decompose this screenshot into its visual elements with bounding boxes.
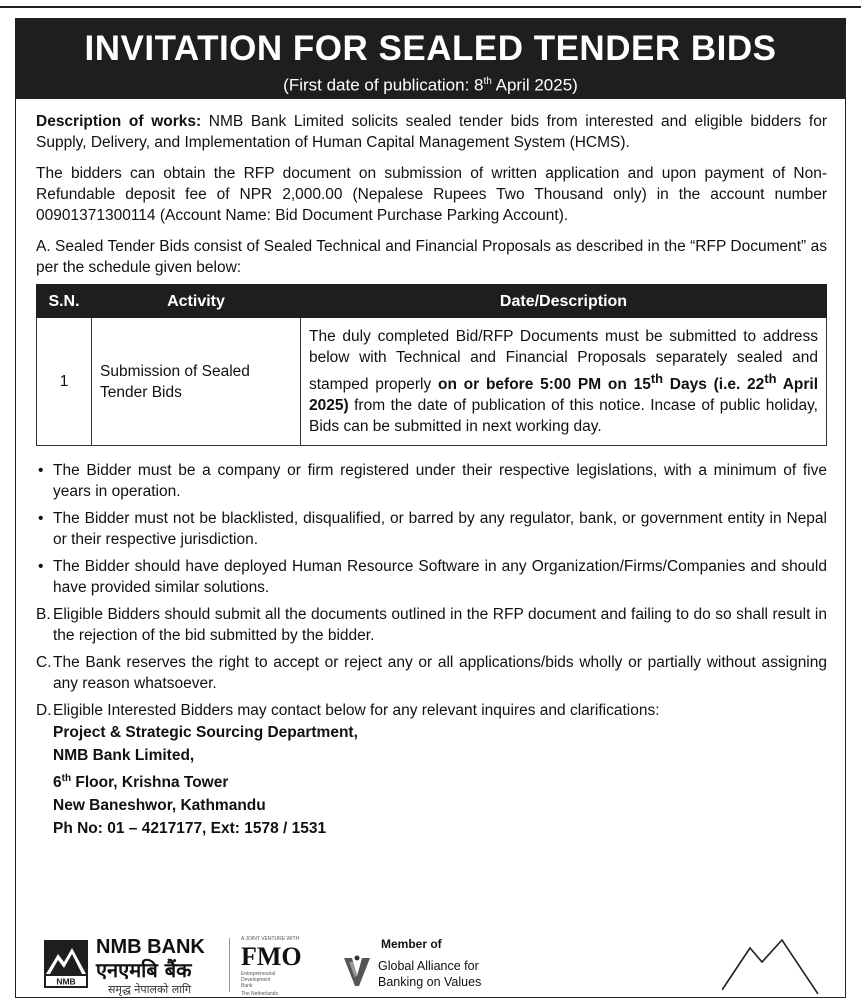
section-d-text: Eligible Interested Bidders may contact below for any relevant inquires and clarifications:: [53, 702, 660, 719]
deadline-part-3: April 2025): [309, 376, 818, 415]
top-rule: [0, 6, 861, 8]
section-d: [36, 700, 827, 721]
notice-body: [36, 111, 827, 840]
desc-part-2: from the date of publication of this notice. Incase of public holiday, Bids can be submitted in next working day.: [309, 397, 818, 436]
gabv-line-2: Banking on Values: [378, 975, 482, 989]
fmo-sub-3: Bank: [241, 983, 253, 989]
mountain-outline-icon: [722, 934, 832, 994]
notice-header: [16, 19, 845, 99]
table-row: [37, 318, 827, 446]
section-b-text: Eligible Bidders should submit all the documents outlined in the RFP document and failing to do so shall result in the rejection of the bid submitted by the bidder.: [53, 606, 827, 644]
publication-date: [16, 71, 845, 97]
floor-rest: Floor, Krishna Tower: [71, 774, 229, 792]
nmb-mountain-logo-icon: [44, 940, 88, 988]
address-line-floor: [53, 767, 827, 794]
member-title: Member of: [381, 937, 442, 951]
gabv-v-logo-icon: [342, 954, 372, 990]
publication-date-suffix: April 2025): [491, 75, 578, 95]
fmo-sub-2: Development: [241, 977, 271, 983]
row-sn: 1: [37, 318, 92, 446]
section-c: [36, 652, 827, 694]
section-d-letter: D.: [36, 702, 52, 719]
list-item: • The Bidder must be a company or firm registered under their respective legislations, with a minimum of five years in operation.: [36, 460, 827, 502]
contact-address: [36, 721, 827, 840]
section-b: [36, 604, 827, 646]
list-item: • The Bidder must not be blacklisted, disqualified, or barred by any regulator, bank, or government entity in Nepal or their respective jurisdiction.: [36, 508, 827, 550]
section-c-text: The Bank reserves the right to accept or reject any or all applications/bids wholly or partially without assigning any reason whatsoever.: [53, 654, 827, 692]
address-line-city: New Baneshwor, Kathmandu: [53, 797, 266, 815]
rfp-paragraph: The bidders can obtain the RFP document on submission of written application and upon payment of Non-Refundable deposit fee of NPR 2,000.00 (Nepalese Rupees Two Thousand only) in the account number 00901371300114 (Account Name: Bid Document Purchase Parking Account).: [36, 165, 827, 224]
section-c-letter: C.: [36, 654, 52, 671]
section-a: A. Sealed Tender Bids consist of Sealed Technical and Financial Proposals as described in the “RFP Document” as per the schedule given below:: [36, 238, 827, 276]
address-line-bank: NMB Bank Limited,: [53, 747, 195, 764]
gabv-line-1: Global Alliance for: [378, 959, 479, 973]
section-b-letter: B.: [36, 606, 51, 623]
deadline-sup-1: th: [650, 370, 664, 386]
row-activity: Submission of Sealed Tender Bids: [92, 318, 301, 446]
header-sn: S.N.: [37, 285, 92, 318]
fmo-logo: [241, 936, 313, 997]
deadline-part-1: on or before 5:00 PM on 15: [437, 376, 651, 394]
phone-number: Ph No: 01 – 4217177, Ext: 1578 / 1531: [53, 820, 327, 838]
address-line-department: Project & Strategic Sourcing Department,: [53, 724, 358, 741]
header-date-description: Date/Description: [301, 285, 827, 318]
nmb-name: NMB BANK: [96, 936, 205, 958]
nmb-badge-text: NMB: [56, 976, 76, 987]
description-paragraph: [36, 111, 827, 153]
fmo-name: FMO: [241, 942, 302, 971]
floor-sup: th: [61, 773, 72, 784]
nmb-devanagari-name: एनएमबि बैंक: [96, 958, 192, 982]
footer-divider: [229, 938, 230, 992]
nmb-brand: [96, 936, 205, 998]
gabv-membership: [336, 936, 536, 989]
fmo-joint-venture: A JOINT VENTURE WITH: [241, 936, 300, 942]
publication-date-prefix: (First date of publication: 8: [283, 75, 484, 95]
header-activity: Activity: [92, 285, 301, 318]
tender-notice: [15, 18, 846, 998]
desc-part-1: The duly completed Bid/RFP Documents must be submitted to address below with Technical and Financial Proposals separately sealed and stamped properly: [309, 327, 818, 394]
list-item: • The Bidder should have deployed Human Resource Software in any Organization/Firms/Companies and should have provided similar solutions.: [36, 556, 827, 598]
fmo-country: The Netherlands: [241, 991, 278, 997]
row-description: [301, 318, 827, 446]
floor-number: 6: [53, 774, 62, 792]
description-label: Description of works:: [36, 113, 202, 130]
description-text: NMB Bank Limited solicits sealed tender bids from interested and eligible bidders for Supply, Delivery, and Implementation of Human Capital Management System (HCMS).: [36, 113, 827, 151]
fmo-sub-1: Entrepreneurial: [241, 971, 276, 977]
notice-title: INVITATION FOR SEALED TENDER BIDS: [84, 29, 777, 68]
notice-footer: [36, 934, 827, 996]
schedule-table: [36, 284, 827, 446]
deadline-sup-2: th: [764, 370, 777, 386]
eligibility-list: [36, 460, 827, 598]
gabv-name: [378, 958, 538, 990]
publication-date-sup: th: [483, 76, 492, 87]
deadline-part-2: Days (i.e. 22: [663, 376, 765, 394]
schedule-header-row: [37, 285, 827, 318]
nmb-tagline: समृद्ध नेपालको लागि: [108, 983, 192, 996]
